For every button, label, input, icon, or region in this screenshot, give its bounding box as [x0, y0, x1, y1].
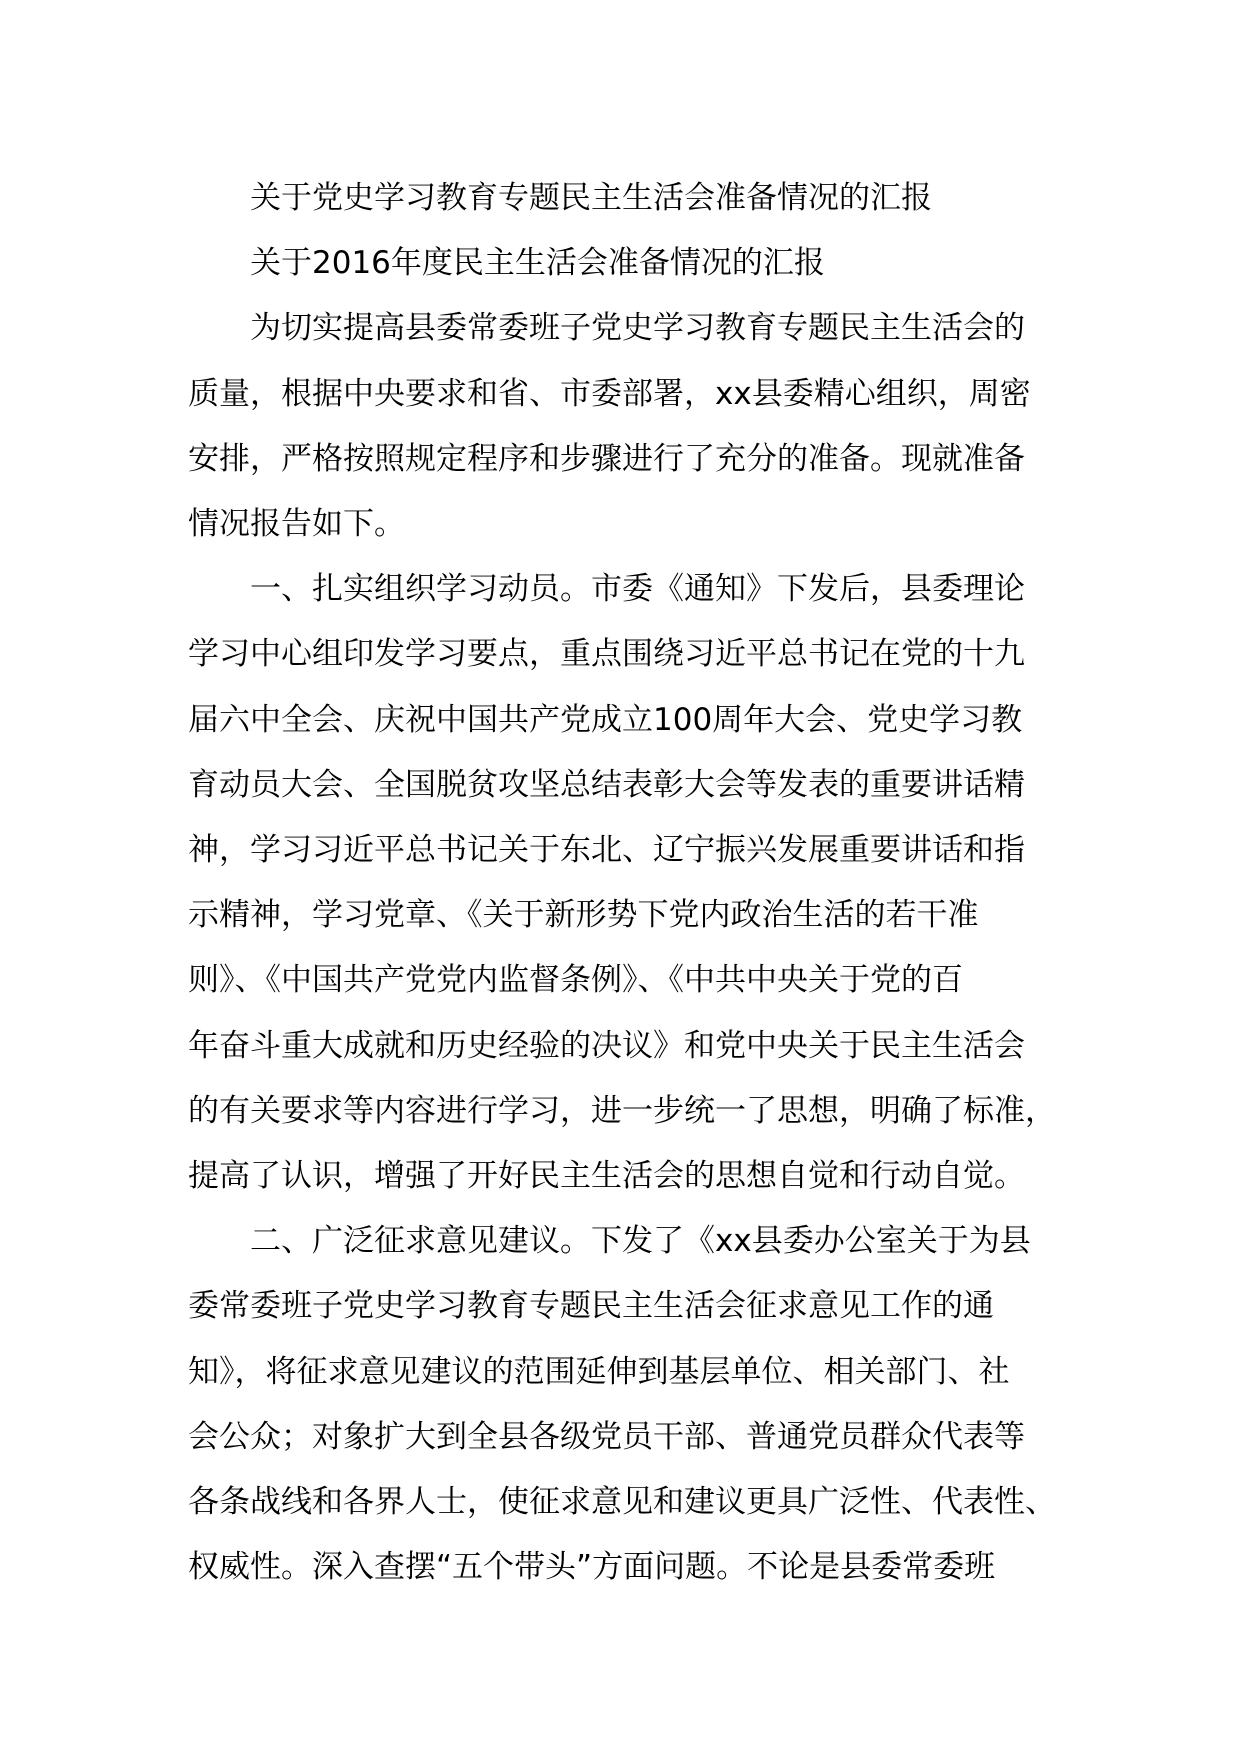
section-two-paragraph: 二、广泛征求意见建议。下发了《xx县委办公室关于为县 委常委班子党史学习教育专题民主生活会征求意见工作的通 知》，将征求意见建议的范围延伸到基层单位、相关部门、社 会公众；对象扩大到全县各级党员干部、普通党员群众代表等 各条战线和各界人士，使征求意见和建议更具广泛性、代表性、 权威性。深入查摆“五个带头”方面问题。不论是县委常委班 — [188, 1223, 1056, 1586]
section-one-paragraph: 一、扎实组织学习动员。市委《通知》下发后，县委理论 学习中心组印发学习要点，重点围绕习近平总书记在党的十九 届六中全会、庆祝中国共产党成立100周年大会、党史学习教 育动员大会、全国脱贫攻坚总结表彰大会等发表的重要讲话精 神，学习习近平总书记关于东北、辽宁振兴发展重要讲话和指 示精神，学习党章、《关于新形势下党内政治生活的若干准 则》、《中国共产党党内监督条例》、《中共中央关于党的百 年奋斗重大成就和历史经验的决议》和党中央关于民主生活会 的有关要求等内容进行学习，进一步统一了思想，明确了标准， 提高了认识，增强了开好民主生活会的思想自觉和行动自觉。 — [188, 571, 1056, 1195]
document-body — [188, 166, 1068, 1600]
document-title: 关于党史学习教育专题民主生活会准备情况的汇报 — [250, 180, 932, 216]
document-subtitle: 关于2016年度民主生活会准备情况的汇报 — [250, 245, 825, 282]
intro-paragraph: 为切实提高县委常委班子党史学习教育专题民主生活会的 质量，根据中央要求和省、市委部署，xx县委精心组织，周密 安排，严格按照规定程序和步骤进行了充分的准备。现就准备 情况报告如下。 — [188, 310, 1031, 543]
